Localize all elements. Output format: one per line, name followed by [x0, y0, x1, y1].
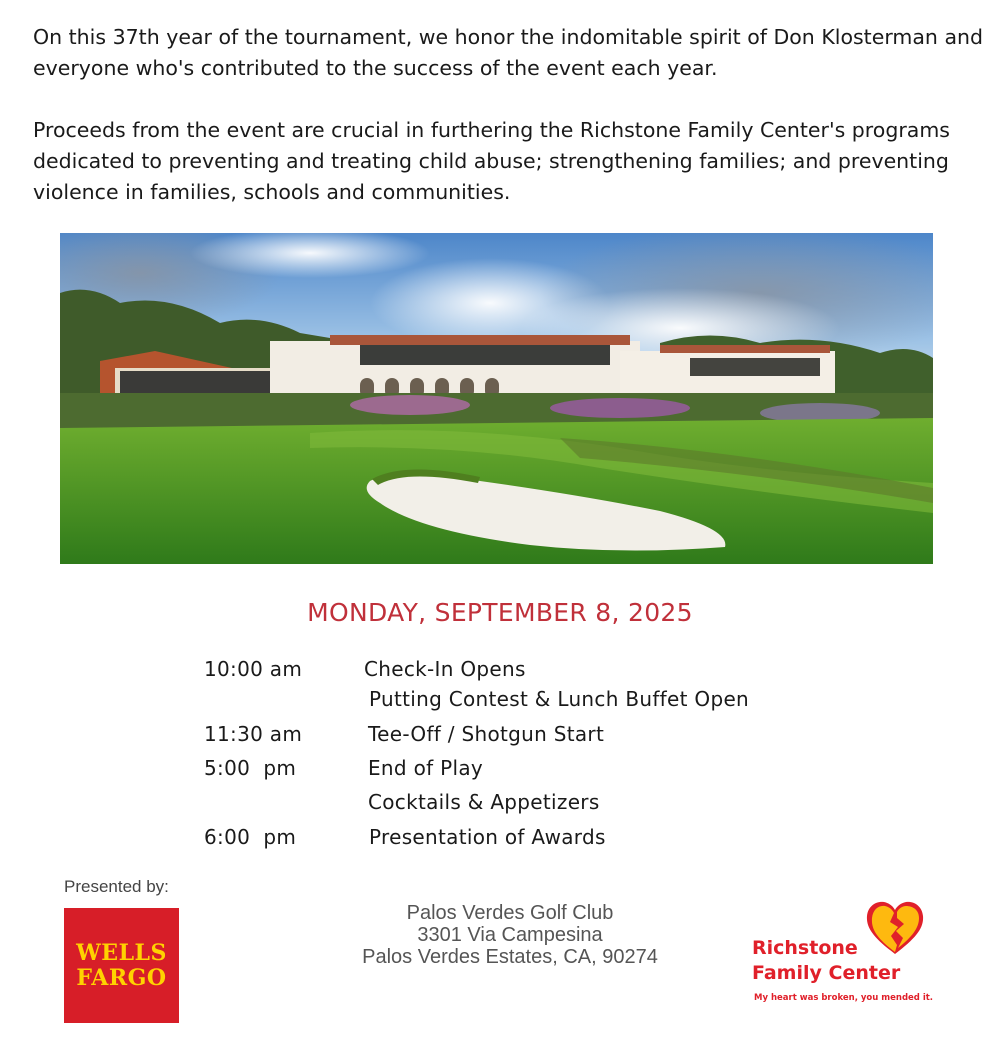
schedule-time: 5:00 pm	[204, 756, 297, 780]
schedule-item: Putting Contest & Lunch Buffet Open	[369, 687, 750, 711]
golf-course-photo	[60, 233, 933, 564]
event-date: MONDAY, SEPTEMBER 8, 2025	[307, 598, 693, 627]
intro-paragraph-2: Proceeds from the event are crucial in furthering the Richstone Family Center's programs dedicated to preventing and treating child abuse; strengthening families; and preventing violence in families, schools and communities.	[33, 118, 950, 204]
logo-line-2: FARGO	[76, 964, 167, 991]
venue-city: Palos Verdes Estates, CA, 90274	[362, 946, 658, 968]
schedule-item: End of Play	[368, 756, 484, 780]
venue-name: Palos Verdes Golf Club	[406, 902, 614, 924]
presented-by-label: Presented by:	[64, 877, 169, 896]
intro-text	[33, 22, 983, 239]
venue-address	[330, 902, 690, 968]
schedule-item: Check-In Opens	[364, 657, 526, 681]
wells-fargo-logo	[64, 908, 179, 1023]
schedule-time: 10:00 am	[204, 657, 303, 681]
schedule-time: 6:00 pm	[204, 825, 297, 849]
logo-line-1: WELLS	[76, 939, 167, 966]
intro-paragraph-1: On this 37th year of the tournament, we honor the indomitable spirit of Don Klosterman and everyone who's contributed to the success of the event each year.	[33, 25, 984, 80]
logo-tagline: My heart was broken, you mended it.	[754, 993, 934, 1003]
schedule-time: 11:30 am	[204, 722, 303, 746]
logo-name-line-1: Richstone	[752, 937, 858, 959]
schedule-item: Tee-Off / Shotgun Start	[368, 722, 605, 746]
schedule-item: Cocktails & Appetizers	[368, 790, 600, 814]
venue-street: 3301 Via Campesina	[417, 924, 603, 946]
schedule-item: Presentation of Awards	[369, 825, 606, 849]
logo-name-line-2: Family Center	[752, 962, 901, 984]
richstone-family-center-logo	[752, 900, 952, 1010]
